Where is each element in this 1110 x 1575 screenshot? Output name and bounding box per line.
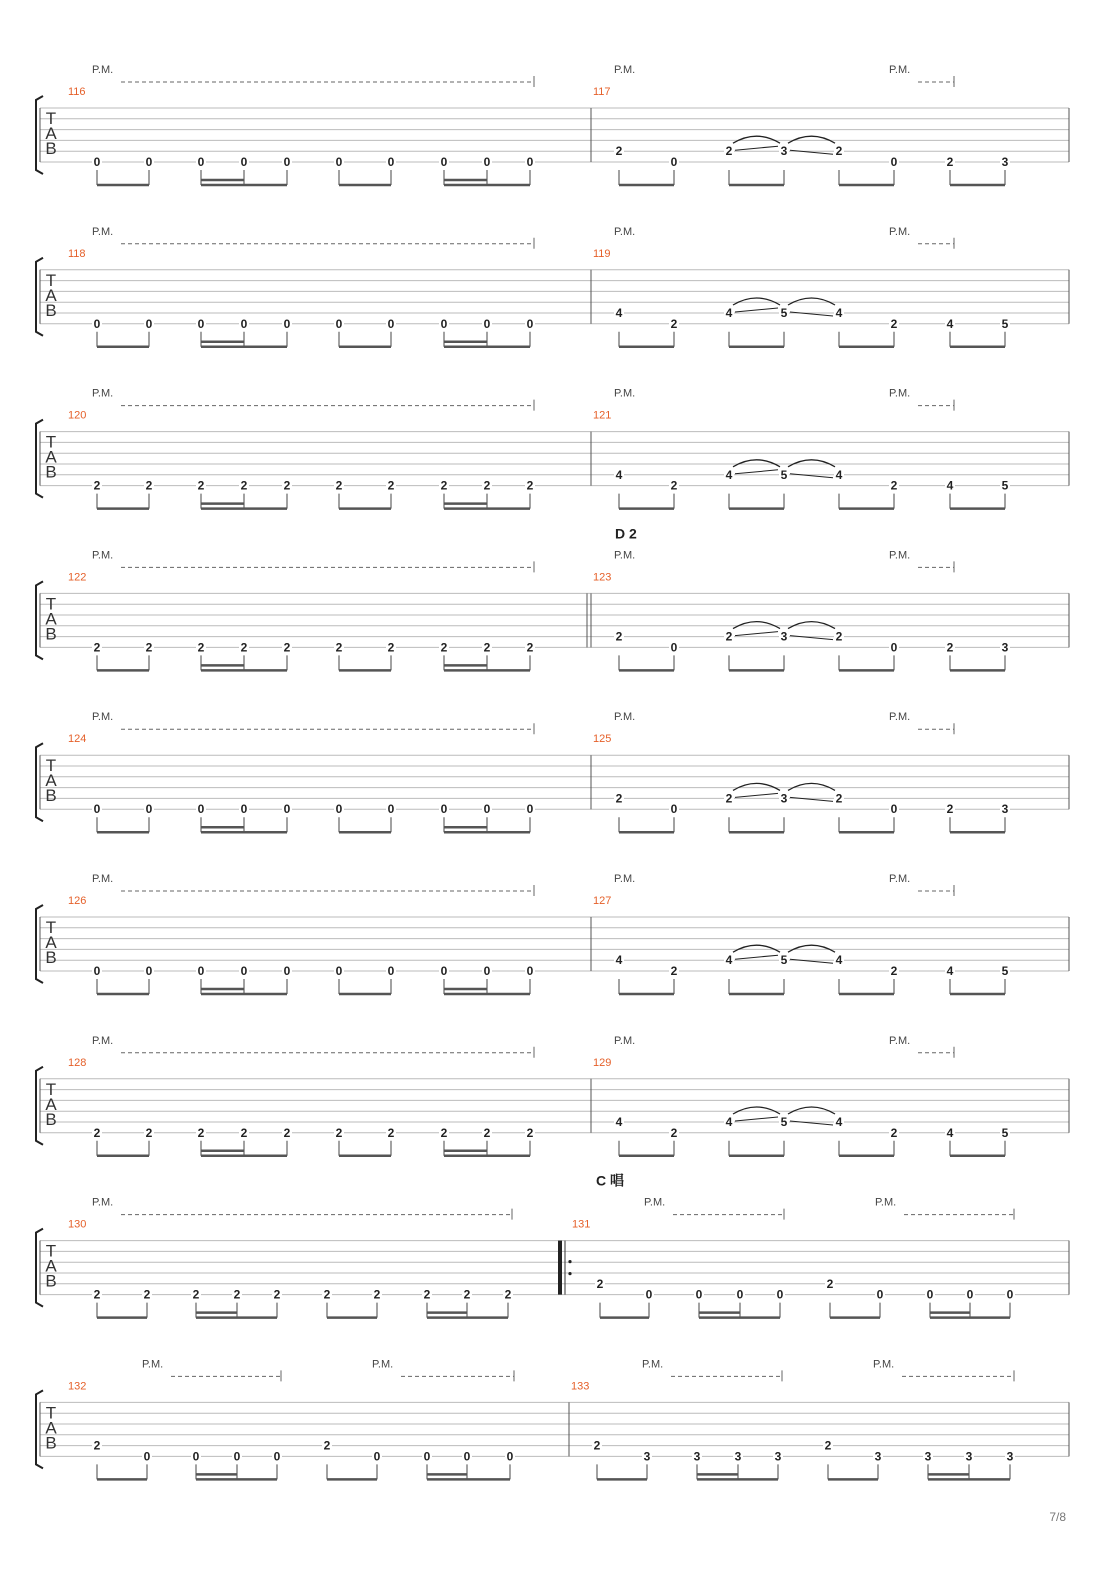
- fret-number: 0: [335, 155, 343, 169]
- fret-number: 0: [526, 316, 534, 331]
- palm-mute-label: P.M.: [92, 1196, 114, 1209]
- fret-number: 0: [240, 155, 248, 169]
- fret-number: 2: [145, 1125, 153, 1140]
- fret-number: 0: [890, 155, 898, 169]
- fret-number: 4: [835, 467, 843, 482]
- fret-number: 2: [240, 1125, 248, 1140]
- fret-number: 0: [387, 155, 395, 169]
- measure-number: 132: [68, 1380, 87, 1393]
- fret-number: 2: [440, 478, 448, 493]
- tab-system-9: [36, 1358, 1069, 1479]
- slur-arc: [788, 1107, 835, 1114]
- fret-number: 0: [145, 155, 153, 169]
- tab-clef-letter: T: [45, 432, 57, 452]
- slide-line: [735, 632, 778, 636]
- fret-number: 2: [615, 629, 623, 644]
- slur-arc: [733, 298, 780, 305]
- fret-number: 2: [526, 640, 534, 655]
- fret-number: 2: [197, 1125, 205, 1140]
- fret-number: 4: [615, 1115, 623, 1129]
- fret-number: 0: [670, 640, 678, 655]
- tab-clef-letter: A: [45, 1256, 57, 1276]
- fret-number: 2: [725, 629, 733, 644]
- measure-number: 124: [68, 733, 87, 746]
- fret-number: 0: [145, 316, 153, 331]
- tab-clef-letter: T: [45, 756, 57, 776]
- fret-number: 2: [387, 478, 395, 493]
- fret-number: 2: [824, 1438, 832, 1453]
- tab-clef-letter: A: [45, 447, 57, 467]
- tab-clef-letter: T: [45, 1079, 57, 1099]
- fret-number: 0: [483, 802, 491, 817]
- fret-number: 3: [780, 144, 788, 159]
- fret-number: 2: [240, 640, 248, 655]
- fret-number: 2: [273, 1287, 281, 1302]
- palm-mute-label: P.M.: [889, 225, 911, 238]
- fret-number: 2: [145, 640, 153, 655]
- fret-number: 0: [240, 964, 248, 978]
- fret-number: 2: [504, 1287, 512, 1302]
- slur-arc: [733, 136, 780, 143]
- palm-mute-label: P.M.: [92, 387, 114, 400]
- measure-number: 127: [593, 895, 612, 907]
- fret-number: 4: [725, 467, 733, 482]
- slur-arc: [788, 622, 835, 629]
- fret-number: 2: [946, 640, 954, 655]
- tab-clef-letter: A: [45, 771, 57, 791]
- palm-mute-label: P.M.: [92, 873, 114, 885]
- fret-number: 2: [373, 1287, 381, 1302]
- fret-number: 3: [965, 1449, 973, 1464]
- fret-number: 0: [483, 316, 491, 331]
- fret-number: 4: [835, 306, 843, 320]
- fret-number: 0: [240, 802, 248, 817]
- fret-number: 0: [926, 1287, 934, 1302]
- fret-number: 0: [335, 964, 343, 978]
- measure-number: 130: [68, 1218, 87, 1231]
- fret-number: 4: [725, 953, 733, 968]
- fret-number: 0: [197, 155, 205, 169]
- slur-arc: [788, 945, 835, 952]
- fret-number: 4: [615, 306, 623, 320]
- fret-number: 2: [946, 155, 954, 169]
- fret-number: 0: [506, 1449, 514, 1464]
- slide-line: [735, 146, 778, 150]
- tab-clef-letter: T: [45, 109, 57, 128]
- fret-number: 3: [874, 1449, 882, 1464]
- fret-number: 2: [93, 1125, 101, 1140]
- slide-line: [735, 470, 778, 474]
- fret-number: 2: [440, 1125, 448, 1140]
- fret-number: 0: [387, 802, 395, 817]
- fret-number: 0: [440, 155, 448, 169]
- fret-number: 3: [774, 1449, 782, 1464]
- palm-mute-label: P.M.: [92, 225, 114, 238]
- tab-clef-letter: T: [45, 918, 57, 937]
- fret-number: 0: [463, 1449, 471, 1464]
- fret-number: 2: [323, 1438, 331, 1453]
- tab-clef-letter: A: [45, 609, 57, 629]
- fret-number: 0: [890, 640, 898, 655]
- fret-number: 0: [966, 1287, 974, 1302]
- fret-number: 0: [645, 1287, 653, 1302]
- fret-number: 2: [93, 478, 101, 493]
- fret-number: 4: [615, 953, 623, 968]
- fret-number: 0: [526, 802, 534, 817]
- tab-system-1: [36, 64, 1069, 185]
- fret-number: 2: [283, 1125, 291, 1140]
- fret-number: 2: [387, 1125, 395, 1140]
- palm-mute-label: P.M.: [614, 1034, 636, 1047]
- fret-number: 4: [946, 478, 954, 493]
- fret-number: 5: [1001, 1125, 1009, 1140]
- tab-clef-letter: T: [45, 1403, 57, 1423]
- fret-number: 0: [240, 316, 248, 331]
- fret-number: 2: [93, 1438, 101, 1453]
- measure-number: 119: [593, 247, 611, 260]
- measure-number: 133: [571, 1380, 590, 1393]
- fret-number: 4: [946, 964, 954, 978]
- fret-number: 3: [734, 1449, 742, 1464]
- fret-number: 0: [440, 964, 448, 978]
- tab-clef-letter: B: [45, 624, 57, 644]
- fret-number: 0: [197, 316, 205, 331]
- tab-clef-letter: A: [45, 124, 57, 143]
- slur-arc: [733, 460, 780, 467]
- fret-number: 3: [1001, 640, 1009, 655]
- fret-number: 2: [240, 478, 248, 493]
- fret-number: 0: [335, 316, 343, 331]
- tab-system-5: [36, 711, 1069, 832]
- slur-arc: [788, 460, 835, 467]
- fret-number: 5: [780, 1115, 788, 1129]
- fret-number: 2: [283, 640, 291, 655]
- palm-mute-label: P.M.: [92, 64, 114, 76]
- tab-system-4: [36, 525, 1069, 670]
- tab-clef-letter: B: [45, 462, 57, 482]
- tab-clef-letter: A: [45, 1418, 57, 1438]
- fret-number: 2: [197, 640, 205, 655]
- slur-arc: [788, 298, 835, 305]
- fret-number: 2: [826, 1276, 834, 1291]
- fret-number: 2: [197, 478, 205, 493]
- fret-number: 2: [670, 316, 678, 331]
- fret-number: 0: [373, 1449, 381, 1464]
- fret-number: 5: [780, 953, 788, 968]
- fret-number: 0: [890, 802, 898, 817]
- fret-number: 0: [776, 1287, 784, 1302]
- fret-number: 4: [946, 1125, 954, 1140]
- repeat-thick-barline: [558, 1241, 562, 1295]
- fret-number: 2: [890, 964, 898, 978]
- fret-number: 2: [725, 144, 733, 159]
- fret-number: 0: [143, 1449, 151, 1464]
- palm-mute-label: P.M.: [92, 711, 114, 724]
- fret-number: 2: [335, 1125, 343, 1140]
- fret-number: 0: [440, 802, 448, 817]
- tab-clef-letter: B: [45, 300, 57, 320]
- tab-clef-letter: B: [45, 1433, 57, 1453]
- fret-number: 3: [1006, 1449, 1014, 1464]
- fret-number: 3: [924, 1449, 932, 1464]
- palm-mute-label: P.M.: [889, 64, 911, 76]
- fret-number: 0: [273, 1449, 281, 1464]
- fret-number: 4: [615, 467, 623, 482]
- fret-number: 2: [670, 1125, 678, 1140]
- fret-number: 3: [643, 1449, 651, 1464]
- fret-number: 0: [670, 802, 678, 817]
- fret-number: 2: [835, 791, 843, 806]
- slur-arc: [788, 136, 835, 143]
- fret-number: 2: [890, 316, 898, 331]
- fret-number: 2: [890, 478, 898, 493]
- fret-number: 0: [1006, 1287, 1014, 1302]
- fret-number: 2: [145, 478, 153, 493]
- slide-line: [735, 793, 778, 797]
- palm-mute-label: P.M.: [614, 64, 636, 76]
- fret-number: 4: [725, 306, 733, 320]
- fret-number: 2: [483, 640, 491, 655]
- fret-number: 2: [593, 1438, 601, 1453]
- tab-clef-letter: B: [45, 1109, 57, 1129]
- fret-number: 5: [780, 306, 788, 320]
- fret-number: 2: [483, 478, 491, 493]
- fret-number: 2: [615, 791, 623, 806]
- fret-number: 0: [526, 964, 534, 978]
- fret-number: 2: [335, 640, 343, 655]
- tab-clef-letter: B: [45, 786, 57, 806]
- slur-arc: [733, 622, 780, 629]
- palm-mute-label: P.M.: [614, 873, 636, 885]
- measure-number: 116: [68, 86, 86, 98]
- fret-number: 2: [835, 144, 843, 159]
- fret-number: 3: [1001, 155, 1009, 169]
- fret-number: 4: [835, 953, 843, 968]
- slur-arc: [733, 783, 780, 790]
- slur-arc: [733, 945, 780, 952]
- fret-number: 2: [335, 478, 343, 493]
- fret-number: 0: [93, 964, 101, 978]
- fret-number: 0: [483, 155, 491, 169]
- palm-mute-label: P.M.: [875, 1196, 897, 1209]
- palm-mute-label: P.M.: [614, 225, 636, 238]
- tab-system-8: [36, 1173, 1069, 1318]
- fret-number: 0: [283, 802, 291, 817]
- fret-number: 0: [197, 802, 205, 817]
- fret-number: 0: [387, 964, 395, 978]
- fret-number: 0: [335, 802, 343, 817]
- measure-number: 126: [68, 895, 87, 907]
- fret-number: 0: [283, 964, 291, 978]
- fret-number: 0: [197, 964, 205, 978]
- tab-system-7: [36, 1035, 1069, 1156]
- fret-number: 0: [93, 316, 101, 331]
- fret-number: 0: [440, 316, 448, 331]
- fret-number: 2: [890, 1125, 898, 1140]
- slide-line: [735, 308, 778, 312]
- fret-number: 5: [1001, 316, 1009, 331]
- fret-number: 3: [780, 791, 788, 806]
- palm-mute-label: P.M.: [142, 1358, 164, 1371]
- fret-number: 5: [1001, 964, 1009, 978]
- tab-clef-letter: T: [45, 270, 57, 290]
- fret-number: 4: [835, 1115, 843, 1129]
- fret-number: 0: [93, 802, 101, 817]
- fret-number: 2: [835, 629, 843, 644]
- fret-number: 2: [423, 1287, 431, 1302]
- fret-number: 2: [233, 1287, 241, 1302]
- fret-number: 0: [233, 1449, 241, 1464]
- measure-number: 122: [68, 571, 87, 584]
- fret-number: 0: [145, 802, 153, 817]
- fret-number: 2: [596, 1276, 604, 1291]
- fret-number: 0: [483, 964, 491, 978]
- palm-mute-label: P.M.: [614, 711, 636, 724]
- palm-mute-label: P.M.: [92, 1034, 114, 1047]
- section-marker: C 唱: [596, 1172, 624, 1189]
- fret-number: 2: [93, 640, 101, 655]
- fret-number: 3: [693, 1449, 701, 1464]
- fret-number: 2: [615, 144, 623, 159]
- tab-clef-letter: B: [45, 948, 57, 967]
- measure-number: 117: [593, 86, 611, 98]
- palm-mute-label: P.M.: [92, 549, 114, 562]
- fret-number: 0: [283, 316, 291, 331]
- palm-mute-label: P.M.: [889, 549, 911, 562]
- fret-number: 2: [670, 964, 678, 978]
- palm-mute-label: P.M.: [873, 1358, 895, 1371]
- slur-arc: [788, 783, 835, 790]
- palm-mute-label: P.M.: [889, 711, 911, 724]
- fret-number: 0: [736, 1287, 744, 1302]
- palm-mute-label: P.M.: [642, 1358, 664, 1371]
- tab-clef-letter: B: [45, 139, 57, 158]
- page-number: 7/8: [1049, 1510, 1066, 1524]
- slur-arc: [733, 1107, 780, 1114]
- fret-number: 0: [670, 155, 678, 169]
- tab-clef-letter: A: [45, 285, 57, 305]
- fret-number: 0: [145, 964, 153, 978]
- fret-number: 2: [526, 478, 534, 493]
- measure-number: 120: [68, 409, 87, 422]
- fret-number: 3: [1001, 802, 1009, 817]
- fret-number: 3: [780, 629, 788, 644]
- fret-number: 2: [463, 1287, 471, 1302]
- fret-number: 2: [483, 1125, 491, 1140]
- palm-mute-label: P.M.: [889, 387, 911, 400]
- measure-number: 121: [593, 409, 612, 422]
- fret-number: 2: [670, 478, 678, 493]
- measure-number: 129: [593, 1056, 612, 1069]
- tab-system-2: [36, 226, 1069, 347]
- fret-number: 2: [323, 1287, 331, 1302]
- fret-number: 2: [725, 791, 733, 806]
- fret-number: 2: [946, 802, 954, 817]
- fret-number: 5: [1001, 478, 1009, 493]
- fret-number: 2: [283, 478, 291, 493]
- fret-number: 0: [695, 1287, 703, 1302]
- fret-number: 2: [387, 640, 395, 655]
- palm-mute-label: P.M.: [614, 549, 636, 562]
- measure-number: 131: [572, 1218, 591, 1231]
- fret-number: 4: [946, 316, 954, 331]
- tab-clef-letter: T: [45, 1241, 57, 1261]
- fret-number: 2: [93, 1287, 101, 1302]
- fret-number: 2: [143, 1287, 151, 1302]
- palm-mute-label: P.M.: [644, 1196, 666, 1209]
- tab-clef-letter: A: [45, 933, 57, 952]
- fret-number: 2: [192, 1287, 200, 1302]
- fret-number: 0: [387, 316, 395, 331]
- palm-mute-label: P.M.: [889, 873, 911, 885]
- repeat-dot: [568, 1272, 571, 1275]
- slide-line: [735, 1117, 778, 1121]
- palm-mute-label: P.M.: [614, 387, 636, 400]
- fret-number: 2: [440, 640, 448, 655]
- fret-number: 0: [192, 1449, 200, 1464]
- fret-number: 5: [780, 467, 788, 482]
- palm-mute-label: P.M.: [372, 1358, 394, 1371]
- tab-system-3: [36, 388, 1069, 509]
- tab-system-6: [36, 873, 1069, 994]
- fret-number: 0: [423, 1449, 431, 1464]
- palm-mute-label: P.M.: [889, 1034, 911, 1047]
- repeat-dot: [568, 1260, 571, 1263]
- fret-number: 2: [526, 1125, 534, 1140]
- fret-number: 0: [93, 155, 101, 169]
- measure-number: 123: [593, 571, 612, 584]
- fret-number: 0: [283, 155, 291, 169]
- slide-line: [735, 955, 778, 959]
- tab-clef-letter: A: [45, 1094, 57, 1114]
- measure-number: 128: [68, 1056, 87, 1069]
- fret-number: 0: [876, 1287, 884, 1302]
- fret-number: 4: [725, 1115, 733, 1129]
- tab-clef-letter: B: [45, 1271, 57, 1291]
- fret-number: 0: [526, 155, 534, 169]
- section-marker: D 2: [615, 525, 637, 542]
- measure-number: 125: [593, 733, 612, 746]
- tab-clef-letter: T: [45, 594, 57, 614]
- measure-number: 118: [68, 247, 86, 260]
